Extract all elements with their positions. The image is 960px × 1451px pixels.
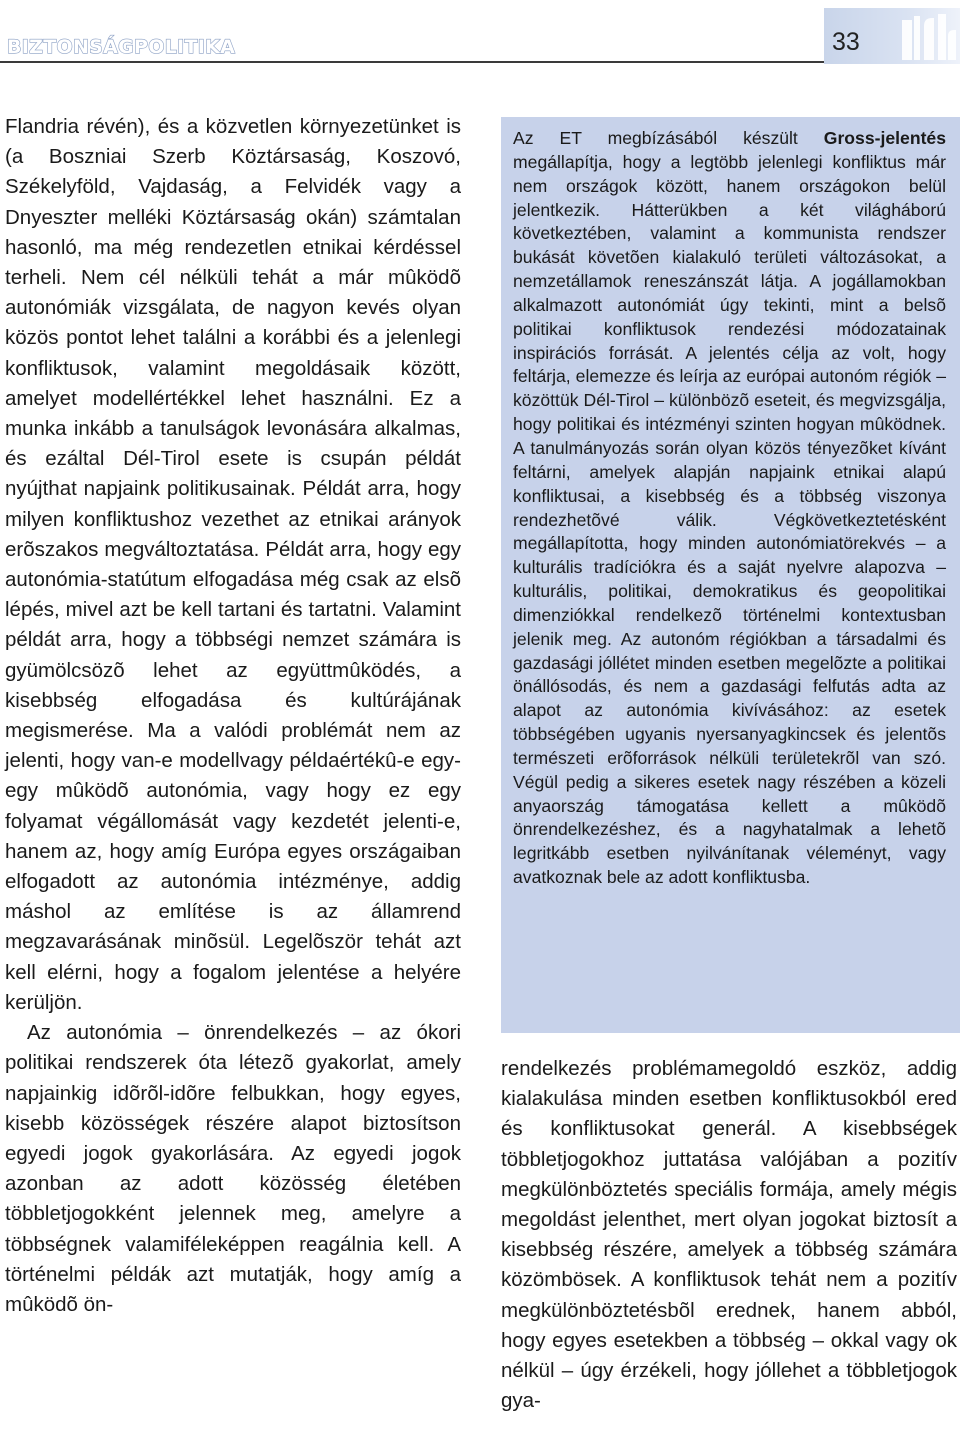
sidebar-text: [513, 127, 946, 890]
header-rule: [0, 61, 824, 63]
sidebar-lead: Az ET megbízásából készült: [513, 128, 824, 148]
sidebar-lead-bold: Gross-jelentés: [823, 128, 946, 148]
section-title: BIZTONSÁGPOLITIKA: [7, 36, 236, 58]
page-header: [0, 0, 960, 70]
journal-logo-icon: [900, 12, 958, 62]
left-paragraph-1: Flandria révén), és a közvetlen környezetünket is (a Boszniai Szerb Köztársaság, Koszovó, Székelyföld, Vajdaság, a Felvidék vagy a Dnyeszter melléki Köztársaság okán) számtalan hasonló, ma még rendezetlen etnikai kérdéssel terheli. Nem cél nélküli tehát a már mûködõ autonómiák vizsgálata, de nagyon kevés olyan közös pontot lehet találni a korábbi és a jelenlegi konfliktusok, valamint megoldásaik között, amelyet modellértékkel lehet használni. Ez a munka inkább a tanulságok levonására alkalmas, és ezáltal Dél-Tirol esete is csupán példát nyújthat napjaink politikusainak. Példát arra, hogy milyen konfliktushoz vezethet az etnikai arányok erõszakos megváltoztatása. Példát arra, hogy egy autonómia-statútum elfogadása még csak az elsõ lépés, mivel azt be kell tartani és tartatni. Valamint példát arra, hogy a többségi nemzet számára is gyümölcsözõ lehet az együttmûködés, a kisebbség elfogadása és kultúrájának megismerése. Ma a valódi problémát nem az jelenti, hogy van-e modellvagy példaértékû-e egy-egy mûködõ autonómia, vagy hogy ez egy folyamat végállomását vagy kezdetét jelenti-e, hanem az, hogy amíg Európa egyes országaiban elfogadott az autonómia intézménye, addig máshol az említése is az államrend megzavarásának minõsül. Legelõször tehát azt kell elérni, hogy a fogalom jelentése a helyére kerüljön.: [5, 115, 461, 1014]
sidebar-body: megállapítja, hogy a legtöbb jelenlegi konfliktus már nem országok között, hanem országokon belül jelentkezik. Hátterükben a két világháború következtében, valamint a kommunista rendszer bukását követõen kialakuló területi változásokat, a nemzetállamok reneszánszát látja. A jogállamokban alkalmazott autonómiát úgy tekinti, mint a belsõ politikai konfliktusok rendezési módozatainak inspirációs forrását. A jelentés célja az volt, hogy feltárja, elemezze és leírja az európai autonóm régiók – közöttük Dél-Tirol – különbözõ eseteit, és megvizsgálja, hogy politikai és intézményi szinten hogyan mûködnek. A tanulmányozás során olyan közös tényezõket kívánt feltárni, amelyek alapján napjaink etnikai alapú konfliktusai, a kisebbség és a többség viszonya rendezhetõvé válik. Végkövetkeztetésként megállapította, hogy minden autonómiatörekvés – a kulturális tradíciókra és a saját nyelvre alapozva – kulturális, politikai, demokratikus és geopolitikai dimenziókkal rendelkezõ történelmi kontextusban jelenik meg. Az autonóm régiókban a társadalmi és gazdasági jóllétet minden esetben megelõzte a politikai önállósodás, és nem a gazdasági felfutás adta az alapot az autonómia kivívásához: az esetek többségében ugyanis nyersanyagkincsek és jelentõs természeti erõforrások nélküli területekrõl van szó. Végül pedig a sikeres esetek nagy részében a közeli anyaország támogatása kellett a mûködõ önrendelkezéshez, és a nagyhatalmak a lehetõ legritkább esetben nyilvánítanak véleményt, vagy avatkoznak bele az adott konfliktusba.: [513, 151, 946, 888]
page-number: 33: [832, 28, 860, 56]
right-column: [501, 1054, 957, 1416]
right-paragraph-1: rendelkezés problémamegoldó eszköz, addig kialakulása minden esetben konfliktusokból ered és konfliktusokat generál. A kisebbségek többletjogokhoz juttatása valójában a pozitív megkülönböztetés speciális formája, amely mégis megoldást jelenthet, mert olyan jogokat biztosít a kisebbség részére, amelyek a többség számára közömbösek. A konfliktusok tehát nem a pozitív megkülönböztetésbõl erednek, hanem abból, hogy egyes esetekben a többség – okkal vagy ok nélkül – úgy érzékeli, hogy jóllehet a többletjogok gya-: [501, 1057, 957, 1413]
left-column: [5, 112, 461, 1320]
left-paragraph-2: Az autonómia – önrendelkezés – az ókori politikai rendszerek óta létezõ gyakorlat, amely napjainkig idõrõl-idõre felbukkan, hogy egyes, kisebb közösségek részére alapot biztosítson egyedi jogok gyakorlására. Az egyedi jogok azonban az adott közösség életében többletjogokként jelennek meg, amelyre a többségnek valamiféleképpen reagálnia kell. A történelmi példák azt mutatják, hogy amíg a mûködõ ön-: [5, 1021, 461, 1316]
